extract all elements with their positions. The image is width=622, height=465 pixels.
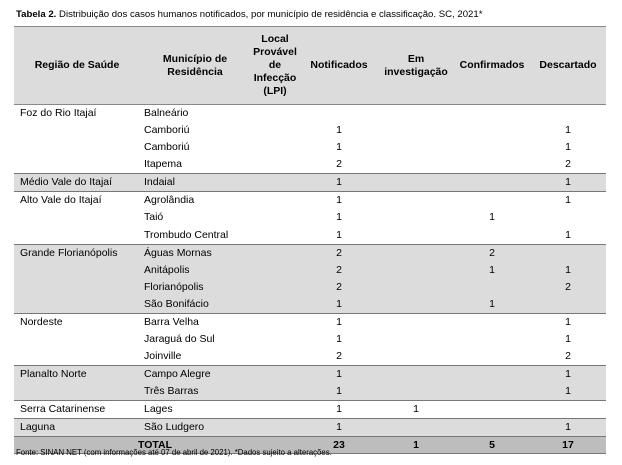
cell-municipio: Indaial bbox=[144, 176, 175, 189]
cell-lpi bbox=[250, 156, 300, 174]
cell-descartado bbox=[530, 209, 606, 226]
cell-municipio: Águas Mornas bbox=[144, 246, 212, 259]
cell-descartado bbox=[530, 401, 606, 419]
cell-confirmados bbox=[454, 401, 530, 419]
cell-confirmados bbox=[454, 419, 530, 437]
cell-lpi bbox=[250, 331, 300, 348]
total-descartado: 17 bbox=[562, 439, 574, 452]
table-row bbox=[14, 262, 606, 279]
cell-notificados: 2 bbox=[336, 263, 342, 276]
table-row bbox=[14, 174, 606, 192]
table-header-row bbox=[14, 27, 606, 105]
cell-investigacao bbox=[378, 156, 454, 174]
cell-descartado: 1 bbox=[565, 141, 571, 154]
cell-confirmados: 1 bbox=[489, 263, 495, 276]
caption-text: Distribuição dos casos humanos notificados, por município de residência e classificação. SC, 2021* bbox=[56, 9, 483, 20]
cell-investigacao bbox=[378, 383, 454, 401]
cell-lpi bbox=[250, 122, 300, 139]
cell-lpi bbox=[250, 296, 300, 314]
cell-regiao bbox=[14, 122, 140, 139]
table-row bbox=[14, 296, 606, 314]
table-row bbox=[14, 279, 606, 296]
cell-notificados: 1 bbox=[336, 297, 342, 310]
table-row bbox=[14, 209, 606, 226]
cell-confirmados bbox=[454, 348, 530, 366]
cell-notificados: 1 bbox=[336, 332, 342, 345]
cell-confirmados bbox=[454, 122, 530, 139]
cell-municipio: Barra Velha bbox=[144, 315, 199, 328]
cell-notificados: 1 bbox=[336, 141, 342, 154]
cell-descartado: 1 bbox=[565, 176, 571, 189]
cell-notificados: 1 bbox=[336, 315, 342, 328]
header-descartado: Descartado bbox=[539, 59, 597, 71]
cell-regiao bbox=[14, 139, 140, 156]
cell-confirmados: 1 bbox=[489, 297, 495, 310]
cell-descartado: 2 bbox=[565, 280, 571, 293]
cell-lpi bbox=[250, 366, 300, 384]
cell-lpi bbox=[250, 209, 300, 226]
table-row bbox=[14, 366, 606, 384]
table-row bbox=[14, 105, 606, 123]
cell-municipio: Taió bbox=[144, 211, 164, 224]
table-row bbox=[14, 244, 606, 262]
caption-label: Tabela 2. bbox=[16, 9, 57, 20]
cell-regiao bbox=[14, 156, 140, 174]
table-row bbox=[14, 348, 606, 366]
cell-municipio: Trombudo Central bbox=[144, 228, 229, 241]
table-caption bbox=[16, 8, 616, 21]
cell-municipio: Três Barras bbox=[144, 385, 199, 398]
cell-descartado: 1 bbox=[565, 332, 571, 345]
cell-descartado: 1 bbox=[565, 368, 571, 381]
cell-confirmados: 1 bbox=[489, 211, 495, 224]
table-row bbox=[14, 227, 606, 245]
cell-confirmados bbox=[454, 105, 530, 123]
table-row bbox=[14, 139, 606, 156]
table-row bbox=[14, 313, 606, 331]
cell-descartado: 1 bbox=[565, 194, 571, 207]
cell-regiao bbox=[14, 348, 140, 366]
cell-descartado bbox=[530, 296, 606, 314]
cell-municipio: São Bonifácio bbox=[144, 297, 209, 310]
cell-investigacao bbox=[378, 313, 454, 331]
cell-municipio: Joinville bbox=[144, 350, 182, 363]
cell-investigacao bbox=[378, 192, 454, 210]
cell-notificados bbox=[300, 105, 378, 123]
cell-lpi bbox=[250, 419, 300, 437]
cell-regiao bbox=[14, 383, 140, 401]
cell-notificados: 1 bbox=[336, 176, 342, 189]
table-row bbox=[14, 401, 606, 419]
cell-regiao bbox=[14, 296, 140, 314]
cell-investigacao bbox=[378, 244, 454, 262]
total-investigacao: 1 bbox=[413, 439, 419, 452]
cell-confirmados: 2 bbox=[489, 246, 495, 259]
cell-confirmados bbox=[454, 139, 530, 156]
total-confirmados: 5 bbox=[489, 439, 495, 452]
cell-regiao bbox=[14, 209, 140, 226]
cell-notificados: 1 bbox=[336, 368, 342, 381]
table-row bbox=[14, 122, 606, 139]
header-lpi: Local Provável de Infecção (LPI) bbox=[253, 33, 297, 97]
cell-regiao: Foz do Rio Itajaí bbox=[20, 107, 97, 119]
cell-notificados: 2 bbox=[336, 350, 342, 363]
cell-municipio: Lages bbox=[144, 403, 173, 416]
cell-notificados: 1 bbox=[336, 211, 342, 224]
cell-notificados: 1 bbox=[336, 385, 342, 398]
table-row bbox=[14, 419, 606, 437]
cell-confirmados bbox=[454, 313, 530, 331]
cell-notificados: 1 bbox=[336, 228, 342, 241]
cell-descartado: 1 bbox=[565, 263, 571, 276]
cell-lpi bbox=[250, 192, 300, 210]
table-body bbox=[14, 105, 606, 454]
cases-table bbox=[14, 26, 606, 454]
cell-investigacao bbox=[378, 262, 454, 279]
cell-regiao: Grande Florianópolis bbox=[20, 246, 118, 259]
total-notificados: 23 bbox=[333, 439, 345, 452]
cell-municipio: Itapema bbox=[144, 158, 182, 171]
cell-municipio: Campo Alegre bbox=[144, 368, 211, 381]
cell-descartado: 1 bbox=[565, 421, 571, 434]
total-label: TOTAL bbox=[137, 439, 172, 452]
cell-regiao bbox=[14, 279, 140, 296]
cell-investigacao bbox=[378, 209, 454, 226]
cell-confirmados bbox=[454, 279, 530, 296]
header-investigacao: Em investigação bbox=[384, 52, 448, 78]
cell-notificados: 1 bbox=[336, 124, 342, 136]
cell-lpi bbox=[250, 227, 300, 245]
cell-investigacao bbox=[378, 348, 454, 366]
cell-municipio: Agrolândia bbox=[144, 194, 195, 207]
cell-lpi bbox=[250, 348, 300, 366]
table-row bbox=[14, 383, 606, 401]
cell-municipio: São Ludgero bbox=[144, 421, 205, 434]
cell-regiao: Laguna bbox=[20, 421, 56, 434]
cell-descartado: 2 bbox=[565, 350, 571, 363]
cell-investigacao bbox=[378, 227, 454, 245]
cell-investigacao bbox=[378, 331, 454, 348]
cell-investigacao: 1 bbox=[413, 403, 419, 416]
cell-municipio: Camboriú bbox=[144, 124, 190, 136]
cases-table-container bbox=[14, 26, 606, 454]
cell-lpi bbox=[250, 105, 300, 123]
table-row bbox=[14, 331, 606, 348]
cell-descartado: 1 bbox=[565, 385, 571, 398]
cell-notificados: 1 bbox=[336, 194, 342, 207]
cell-regiao bbox=[14, 331, 140, 348]
cell-lpi bbox=[250, 401, 300, 419]
cell-investigacao bbox=[378, 296, 454, 314]
cell-confirmados bbox=[454, 383, 530, 401]
cell-investigacao bbox=[378, 279, 454, 296]
cell-descartado: 1 bbox=[565, 124, 571, 136]
cell-regiao bbox=[14, 262, 140, 279]
cell-municipio: Anitápolis bbox=[144, 263, 190, 276]
cell-regiao: Planalto Norte bbox=[20, 368, 87, 381]
cell-regiao: Alto Vale do Itajaí bbox=[20, 194, 102, 207]
cell-investigacao bbox=[378, 419, 454, 437]
cell-municipio: Jaraguá do Sul bbox=[144, 332, 215, 345]
cell-notificados: 2 bbox=[336, 158, 342, 171]
cell-notificados: 1 bbox=[336, 421, 342, 434]
cell-investigacao bbox=[378, 122, 454, 139]
header-regiao: Região de Saúde bbox=[34, 59, 120, 71]
cell-confirmados bbox=[454, 156, 530, 174]
table-row bbox=[14, 156, 606, 174]
cell-descartado bbox=[530, 105, 606, 123]
cell-confirmados bbox=[454, 192, 530, 210]
cell-lpi bbox=[250, 313, 300, 331]
cell-confirmados bbox=[454, 227, 530, 245]
table-row bbox=[14, 192, 606, 210]
cell-lpi bbox=[250, 262, 300, 279]
cell-descartado: 1 bbox=[565, 228, 571, 241]
cell-investigacao bbox=[378, 105, 454, 123]
cell-regiao bbox=[14, 227, 140, 245]
cell-municipio: Camboriú bbox=[144, 141, 190, 154]
header-confirmados: Confirmados bbox=[459, 59, 525, 71]
cell-notificados: 2 bbox=[336, 280, 342, 293]
cell-regiao: Médio Vale do Itajaí bbox=[20, 176, 113, 189]
cell-confirmados bbox=[454, 174, 530, 192]
cell-municipio: Balneário bbox=[144, 107, 189, 119]
cell-investigacao bbox=[378, 174, 454, 192]
cell-investigacao bbox=[378, 139, 454, 156]
cell-regiao: Nordeste bbox=[20, 315, 63, 328]
cell-regiao: Serra Catarinense bbox=[20, 403, 106, 416]
header-notificados: Notificados bbox=[310, 59, 368, 71]
cell-municipio: Florianópolis bbox=[144, 280, 204, 293]
cell-confirmados bbox=[454, 366, 530, 384]
header-municipio: Município de Residência bbox=[162, 52, 228, 78]
cell-lpi bbox=[250, 383, 300, 401]
cell-descartado bbox=[530, 244, 606, 262]
cell-descartado: 2 bbox=[565, 158, 571, 171]
cell-lpi bbox=[250, 244, 300, 262]
cell-notificados: 1 bbox=[336, 403, 342, 416]
cell-lpi bbox=[250, 139, 300, 156]
cell-investigacao bbox=[378, 366, 454, 384]
cell-lpi bbox=[250, 279, 300, 296]
cell-notificados: 2 bbox=[336, 246, 342, 259]
cell-confirmados bbox=[454, 331, 530, 348]
cell-descartado: 1 bbox=[565, 315, 571, 328]
cell-lpi bbox=[250, 174, 300, 192]
source-footnote: Fonte: SINAN NET (com informações até 07 de abril de 2021). *Dados sujeito a alterações. bbox=[16, 448, 332, 457]
